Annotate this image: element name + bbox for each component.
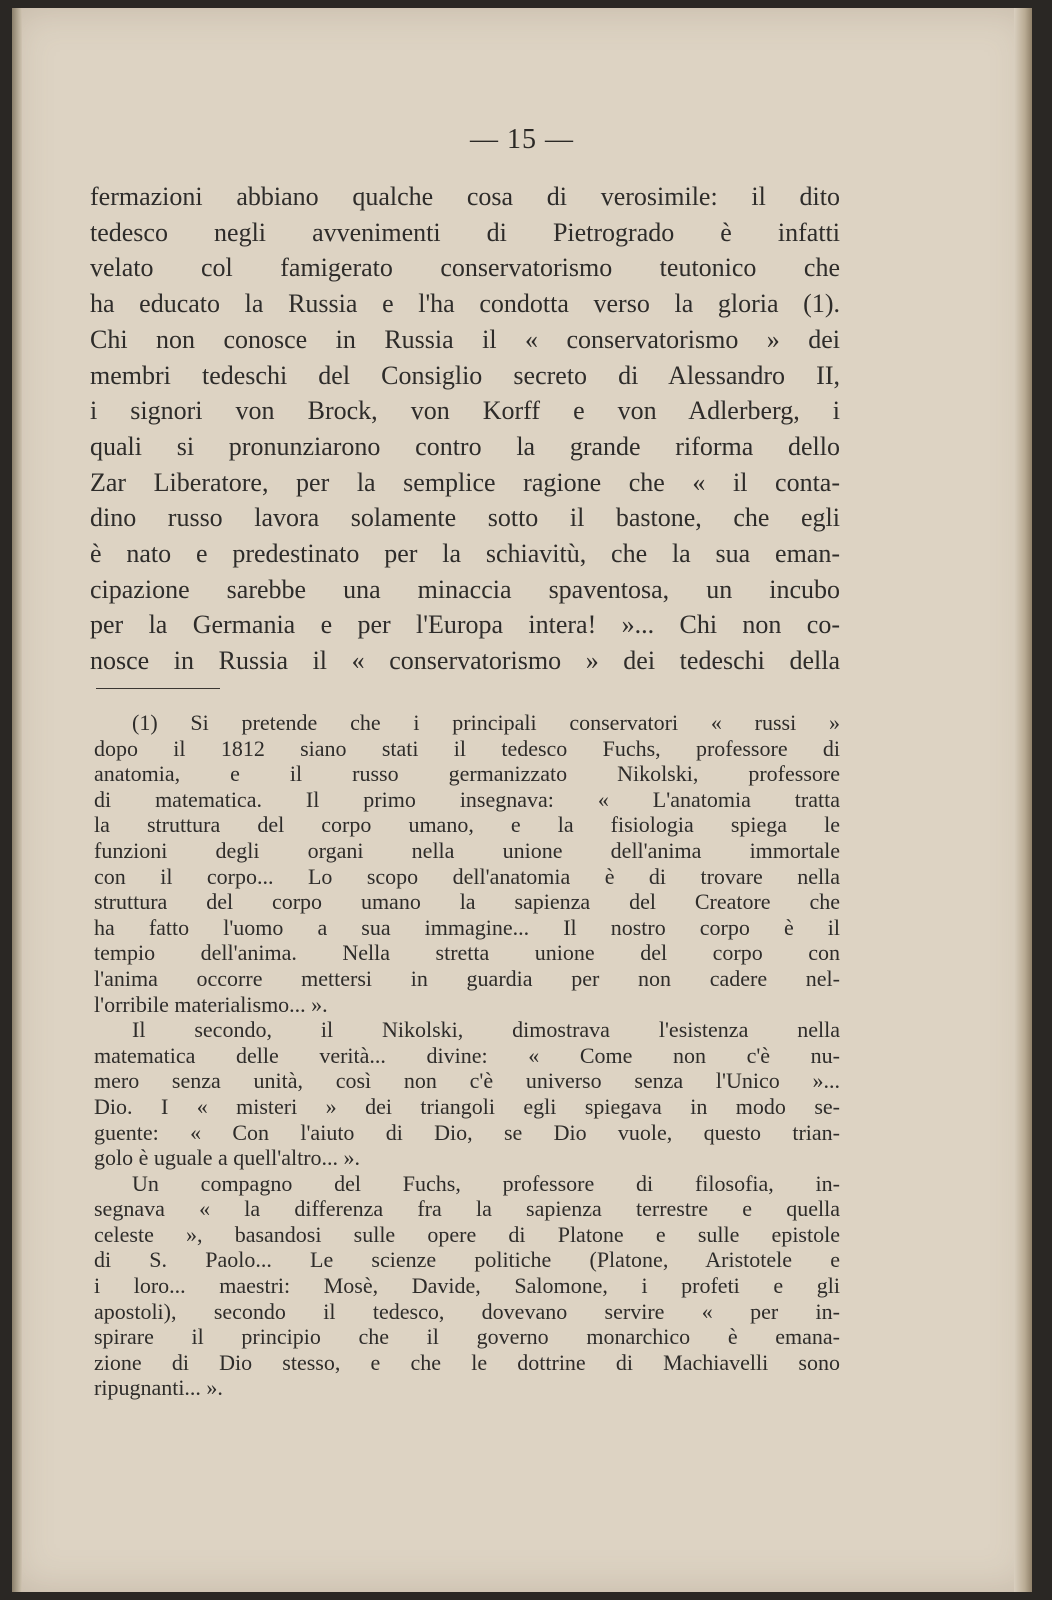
footnote-line: la struttura del corpo umano, e la fisiologia spiega le [94, 812, 840, 838]
footnote-line: guente: « Con l'aiuto di Dio, se Dio vuole, questo trian- [94, 1119, 840, 1145]
body-line: è nato e predestinato per la schiavitù, che la sua eman- [90, 539, 840, 569]
body-line: Chi non conosce in Russia il « conservatorismo » dei [90, 324, 840, 354]
body-line: fermazioni abbiano qualche cosa di verosimile: il dito [90, 182, 840, 211]
footnote-line: golo è uguale a quell'altro... ». [94, 1145, 361, 1171]
footnote-line: ha fatto l'uomo a sua immagine... Il nostro corpo è il [94, 914, 840, 940]
footnote-line: (1) Si pretende che i principali conservatori « russi » [132, 710, 840, 735]
footnote-line: di matematica. Il primo insegnava: « L'anatomia tratta [94, 786, 840, 812]
footnote-line: apostoli), secondo il tedesco, dovevano servire « per in- [94, 1298, 840, 1324]
body-line: membri tedeschi del Consiglio secreto di Alessandro II, [90, 360, 840, 390]
body-line: Zar Liberatore, per la semplice ragione che « il conta- [90, 467, 840, 497]
footnote-line: mero senza unità, così non c'è universo senza l'Unico »... [94, 1068, 840, 1094]
footnote-line: matematica delle verità... divine: « Come non c'è nu- [94, 1042, 840, 1068]
footnote-line: Il secondo, il Nikolski, dimostrava l'esistenza nella [132, 1017, 840, 1043]
footnote-line: con il corpo... Lo scopo dell'anatomia è di trovare nella [94, 863, 840, 889]
footnote-line: i loro... maestri: Mosè, Davide, Salomone, i profeti e gli [94, 1273, 840, 1299]
page-right-edge [1014, 8, 1032, 1592]
page-left-edge [12, 8, 22, 1592]
footnote-line: anatomia, e il russo germanizzato Nikolski, professore [94, 761, 840, 787]
footnote-line: segnava « la differenza fra la sapienza terrestre e quella [94, 1196, 840, 1222]
body-line: quali si pronunziarono contro la grande riforma dello [90, 431, 840, 461]
footnote-line: zione di Dio stesso, e che le dottrine di Machiavelli sono [94, 1349, 840, 1375]
footnote-line: celeste », basandosi sulle opere di Platone e sulle epistole [94, 1221, 840, 1247]
footnote-line: Dio. I « misteri » dei triangoli egli spiegava in modo se- [94, 1093, 840, 1119]
footnote-line: ripugnanti... ». [94, 1375, 223, 1401]
body-line: i signori von Brock, von Korff e von Adlerberg, i [90, 396, 840, 426]
footnote-line: tempio dell'anima. Nella stretta unione del corpo con [94, 940, 840, 966]
body-line: velato col famigerato conservatorismo teutonico che [90, 253, 840, 283]
footnote-line: di S. Paolo... Le scienze politiche (Platone, Aristotele e [94, 1247, 840, 1273]
footnote-separator [96, 688, 220, 689]
body-line: dino russo lavora solamente sotto il bastone, che egli [90, 503, 840, 533]
body-line: per la Germania e per l'Europa intera! »... Chi non co- [90, 610, 840, 640]
body-line: cipazione sarebbe una minaccia spaventosa, un incubo [90, 574, 840, 604]
body-line: ha educato la Russia e l'ha condotta verso la gloria (1). [90, 289, 840, 319]
footnote-line: spirare il principio che il governo monarchico è emana- [94, 1324, 840, 1350]
page-number: — 15 — [470, 124, 574, 155]
footnote-line: dopo il 1812 siano stati il tedesco Fuchs, professore di [94, 735, 840, 761]
footnote-line: struttura del corpo umano la sapienza del Creatore che [94, 889, 840, 915]
book-page [12, 8, 1032, 1592]
body-line: nosce in Russia il « conservatorismo » dei tedeschi della [90, 646, 840, 676]
main-body-text [90, 179, 840, 679]
footnote-line: Un compagno del Fuchs, professore di filosofia, in- [132, 1170, 840, 1196]
footnote-line: l'orribile materialismo... ». [94, 991, 328, 1017]
body-line: tedesco negli avvenimenti di Pietrogrado è infatti [90, 217, 840, 247]
footnote-line: l'anima occorre mettersi in guardia per non cadere nel- [94, 965, 840, 991]
footnote-text [94, 710, 840, 1401]
footnote-line: funzioni degli organi nella unione dell'anima immortale [94, 837, 840, 863]
